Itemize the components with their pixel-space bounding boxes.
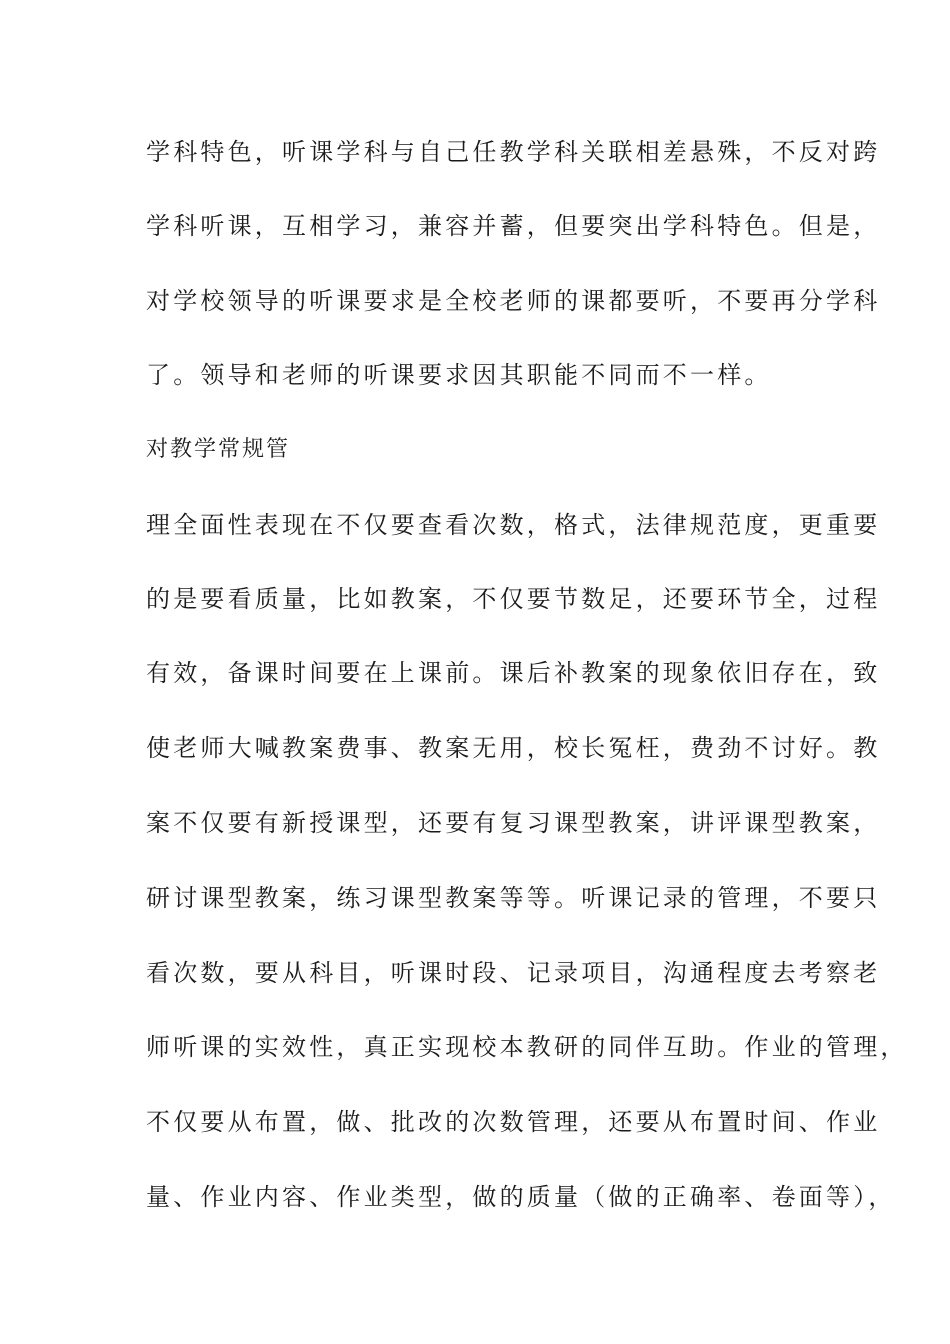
text-line: 有效，备课时间要在上课前。课后补教案的现象依旧存在，致: [146, 659, 881, 687]
section-heading: 对教学常规管: [146, 437, 291, 462]
text-line: 案不仅要有新授课型，还要有复习课型教案，讲评课型教案，: [146, 809, 881, 837]
text-line: 研讨课型教案，练习课型教案等等。听课记录的管理，不要只: [146, 884, 881, 912]
text-line: 量、作业内容、作业类型，做的质量（做的正确率、卷面等），: [146, 1183, 896, 1211]
text-line: 的是要看质量，比如教案，不仅要节数足，还要环节全，过程: [146, 585, 881, 613]
text-line: 不仅要从布置，做、批改的次数管理，还要从布置时间、作业: [146, 1108, 881, 1136]
text-line: 师听课的实效性，真正实现校本教研的同伴互助。作业的管理，: [146, 1033, 908, 1061]
text-line: 学科特色，听课学科与自己任教学科关联相差悬殊，不反对跨: [146, 138, 881, 166]
text-line: 了。领导和老师的听课要求因其职能不同而不一样。: [146, 361, 772, 389]
text-line: 看次数，要从科目，听课时段、记录项目，沟通程度去考察老: [146, 959, 881, 987]
text-line: 使老师大喊教案费事、教案无用，校长冤枉，费劲不讨好。教: [146, 734, 881, 762]
text-line: 学科听课，互相学习，兼容并蓄，但要突出学科特色。但是，: [146, 212, 881, 240]
text-line: 理全面性表现在不仅要查看次数，格式，法律规范度，更重要: [146, 511, 881, 539]
text-line: 对学校领导的听课要求是全校老师的课都要听，不要再分学科: [146, 287, 881, 315]
